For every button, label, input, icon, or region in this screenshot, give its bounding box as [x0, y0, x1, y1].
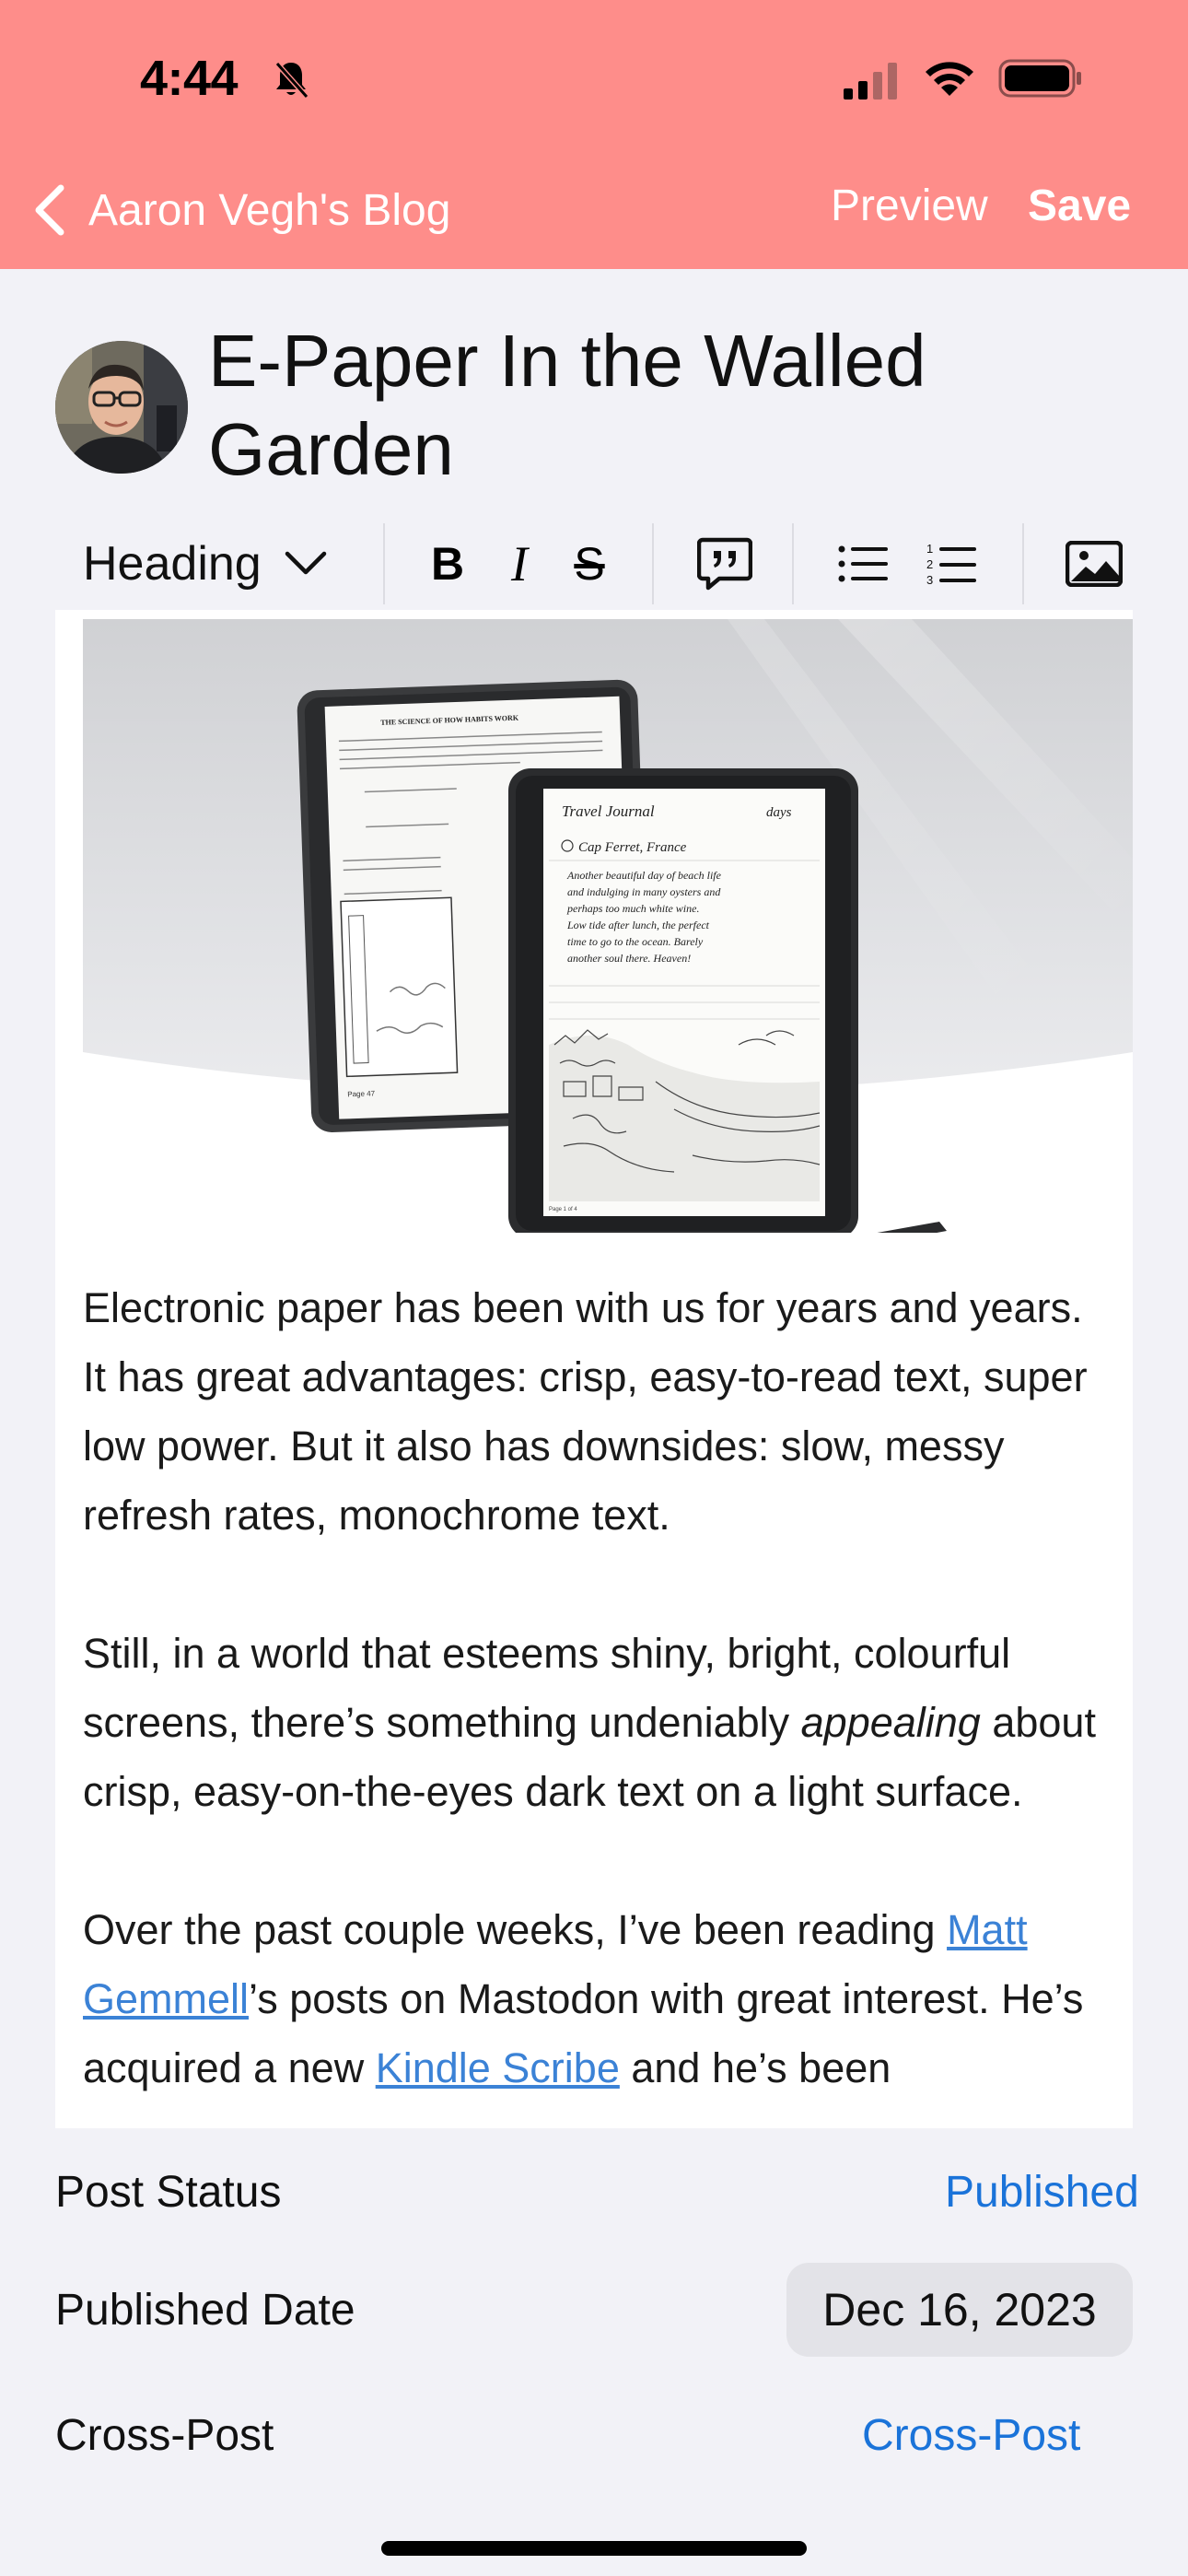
right-page-line: Another beautiful day of beach life: [567, 869, 721, 882]
right-page-line: Low tide after lunch, the perfect: [567, 919, 709, 931]
strikethrough-button[interactable]: S: [574, 538, 605, 590]
wifi-icon: [921, 59, 978, 100]
bold-button[interactable]: B: [430, 538, 465, 590]
back-button-label: Aaron Vegh's Blog: [88, 185, 451, 235]
right-page-days: days: [766, 805, 792, 820]
cross-post-label: Cross-Post: [55, 2411, 274, 2460]
insert-image-button[interactable]: [1065, 536, 1124, 591]
post-status-value[interactable]: Published: [945, 2168, 1139, 2217]
italic-button[interactable]: I: [511, 536, 528, 591]
chevron-down-icon: [284, 550, 328, 578]
right-page-line: perhaps too much white wine.: [567, 902, 700, 915]
kindle-scribe-illustration: [83, 619, 1133, 1233]
bullet-list-button[interactable]: [836, 536, 891, 591]
published-date-value: Dec 16, 2023: [822, 2284, 1097, 2336]
status-time: 4:44: [140, 51, 239, 106]
right-page-line: another soul there. Heaven!: [567, 952, 692, 965]
paragraph-style-label: Heading: [83, 537, 262, 591]
quote-button[interactable]: [694, 536, 755, 591]
right-page-line: time to go to the ocean. Barely: [567, 935, 704, 948]
svg-text:1: 1: [926, 542, 934, 556]
save-button[interactable]: Save: [1028, 181, 1132, 230]
emphasis-text: appealing: [800, 1699, 981, 1746]
paragraph: Over the past couple weeks, I’ve been reading Matt Gemmell’s posts on Mastodon with great interest. He’s acquired a new Kindle Scribe and he’s been: [83, 1906, 1084, 2091]
numbered-list-button[interactable]: [925, 536, 980, 591]
left-page-heading: THE SCIENCE OF HOW HABITS WORK: [380, 713, 519, 727]
post-title[interactable]: E-Paper In the Walled Garden: [208, 320, 926, 490]
right-page-place: Cap Ferret, France: [578, 840, 687, 855]
right-page-number: Page 1 of 4: [549, 1207, 577, 1212]
cross-post-button[interactable]: Cross-Post: [862, 2411, 1081, 2460]
hero-image[interactable]: [83, 619, 1133, 1233]
paragraph: Electronic paper has been with us for years and years. It has great advantages: crisp, easy-to-read text, super low power. But it also has downsides: slow, messy refresh rates, monochrome text.: [83, 1284, 1088, 1539]
photo-icon: [1066, 541, 1123, 587]
bullet-list-icon: [838, 544, 890, 584]
right-page-title: Travel Journal: [562, 802, 655, 820]
preview-button[interactable]: Preview: [831, 181, 988, 230]
cellular-signal-icon: [842, 63, 899, 100]
paragraph: Still, in a world that esteems shiny, bright, colourful screens, there’s something undeniably appealing about crisp, easy-on-the-eyes dark text on a light surface.: [83, 1630, 1096, 1815]
home-indicator[interactable]: [381, 2541, 807, 2556]
chevron-left-icon: [31, 182, 68, 238]
toolbar-divider: [383, 523, 385, 604]
toolbar-divider: [792, 523, 794, 604]
avatar: [55, 341, 188, 474]
right-page-line: and indulging in many oysters and: [567, 885, 721, 898]
left-page-number: Page 47: [347, 1089, 376, 1099]
paragraph-style-dropdown[interactable]: [83, 534, 328, 593]
numbered-list-icon: [926, 542, 978, 586]
toolbar-divider: [1022, 523, 1024, 604]
back-button[interactable]: [31, 177, 450, 243]
battery-icon: [998, 57, 1083, 100]
published-date-label: Published Date: [55, 2286, 355, 2335]
post-body[interactable]: [83, 1273, 1114, 2128]
link-matt-gemmell[interactable]: Matt Gemmell: [83, 1906, 1028, 2022]
published-date-picker[interactable]: [786, 2263, 1133, 2357]
svg-text:2: 2: [926, 557, 934, 571]
bell-slash-icon: [273, 59, 309, 100]
link-kindle-scribe[interactable]: Kindle Scribe: [375, 2044, 620, 2091]
formatting-toolbar: [55, 518, 1133, 610]
quote-bubble-icon: [697, 536, 752, 591]
svg-text:3: 3: [926, 573, 934, 586]
toolbar-divider: [652, 523, 654, 604]
post-status-label: Post Status: [55, 2168, 282, 2217]
post-editor[interactable]: [55, 610, 1133, 2128]
navigation-header: [0, 0, 1188, 269]
avatar-photo: [55, 341, 188, 474]
